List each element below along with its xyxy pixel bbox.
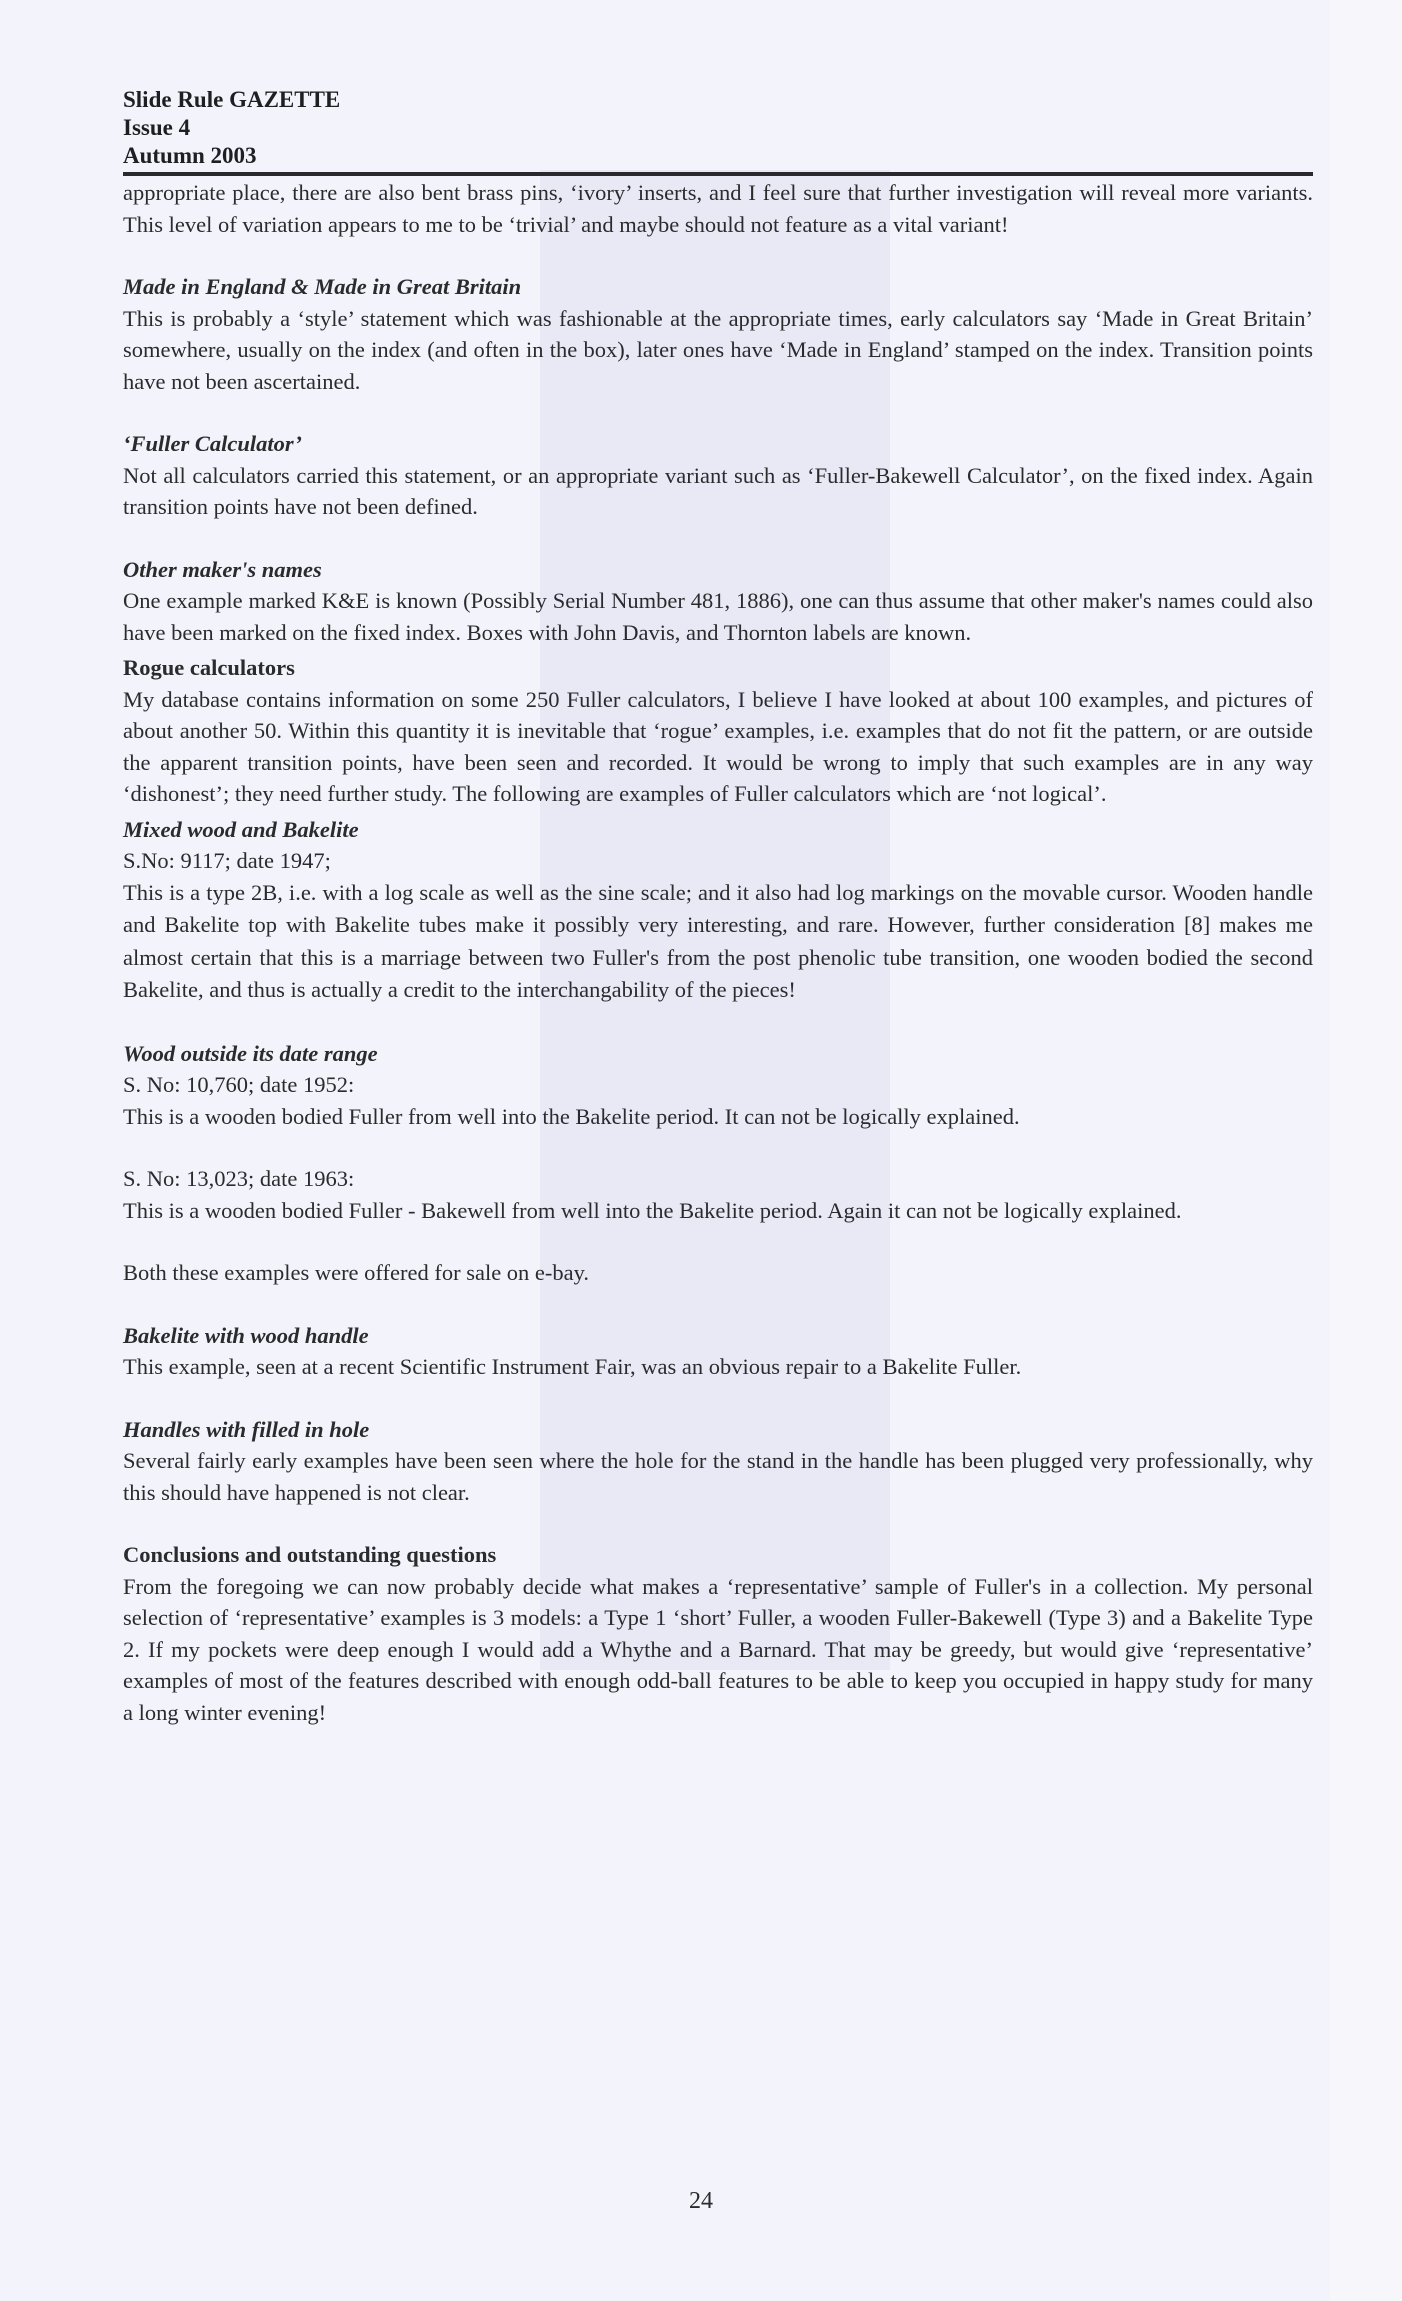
paragraph: appropriate place, there are also bent brass pins, ‘ivory’ inserts, and I feel sure that further investigation will reveal more variants. This level of variation appears to me to be ‘trivial’ and maybe should not feature as a vital variant! [123,180,1313,237]
paragraph: This example, seen at a recent Scientific Instrument Fair, was an obvious repair to a Bakelite Fuller. [123,1354,1022,1379]
section-heading: Bakelite with wood handle [123,1322,369,1348]
section-heading: ‘Fuller Calculator’ [123,431,302,456]
section-handles-filled-hole [123,1414,1313,1509]
section-fuller-calculator [123,428,1313,523]
paragraph: From the foregoing we can now probably decide what makes a ‘representative’ sample of Fuller's in a collection. My personal selection of ‘representative’ examples is 3 models: a Type 1 ‘short’ Fuller, a wooden Fuller-Bakewell (Type 3) and a Bakelite Type 2. If my pockets were deep enough I would add a Whythe and a Barnard. That may be greedy, but would give ‘representative’ examples of most of the features described with enough odd-ball features to be able to keep you occupied in happy study for many a long winter evening! [123,1573,1313,1725]
section-heading: Other maker's names [123,556,322,582]
serial-line: S. No: 10,760; date 1952: [123,1072,355,1097]
section-heading: Mixed wood and Bakelite [123,816,359,842]
issue-number: Issue 4 [123,115,191,140]
section-heading: Handles with filled in hole [123,1416,370,1442]
paragraph: This is probably a ‘style’ statement which was fashionable at the appropriate times, early calculators say ‘Made in Great Britain’ somewhere, usually on the index (and often in the box), later ones have ‘Made in England’ stamped on the index. Transition points have not been ascertained. [123,305,1313,394]
section-wood-outside-date [123,1038,1313,1133]
paragraph: Several fairly early examples have been seen where the hole for the stand in the handle has been plugged very professionally, why this should have happened is not clear. [123,1448,1313,1505]
section-heading: Rogue calculators [123,655,295,680]
section-made-in-england [123,271,1313,397]
serial-line: S. No: 13,023; date 1963: [123,1166,355,1191]
paragraph: This is a wooden bodied Fuller - Bakewell from well into the Bakelite period. Again it can not be logically explained. [123,1197,1182,1223]
scan-edge-shade [1330,0,1402,2301]
paragraph: This is a type 2B, i.e. with a log scale as well as the sine scale; and it also had log markings on the movable cursor. Wooden handle and Bakelite top with Bakelite tubes make it possibly very interesting, and rare. However, further consideration [8] makes me almost certain that this is a marriage between two Fuller's from the post phenolic tube transition, one wooden bodied the second Bakelite, and thus is actually a credit to the interchangability of the pieces! [123,879,1313,1002]
section-other-makers [123,554,1313,649]
section-ebay-note [123,1257,1313,1289]
section-heading: Made in England & Made in Great Britain [123,274,522,299]
serial-line: S.No: 9117; date 1947; [123,848,331,873]
publication-title: Slide Rule GAZETTE [123,87,341,112]
page-number: 24 [689,2188,713,2214]
paragraph: This is a wooden bodied Fuller from well into the Bakelite period. It can not be logically explained. [123,1103,1020,1129]
issue-season: Autumn 2003 [123,143,257,168]
section-rogue-calculators [123,652,1313,810]
header-rule [123,172,1313,176]
section-heading: Wood outside its date range [123,1040,378,1066]
running-header [123,86,1313,170]
document-page [123,86,1313,1728]
paragraph: Not all calculators carried this statement, or an appropriate variant such as ‘Fuller-Bakewell Calculator’, on the fixed index. Again transition points have not been defined. [123,462,1313,519]
section-wood-example-2 [123,1163,1313,1226]
section-conclusions [123,1539,1313,1728]
intro-paragraph [123,177,1313,240]
paragraph: My database contains information on some 250 Fuller calculators, I believe I have looked at about 100 examples, and pictures of about another 50. Within this quantity it is inevitable that ‘rogue’ examples, i.e. examples that do not fit the pattern, or are outside the apparent transition points, have been seen and recorded. It would be wrong to imply that such examples are in any way ‘dishonest’; they need further study. The following are examples of Fuller calculators which are ‘not logical’. [123,686,1313,806]
section-bakelite-wood-handle [123,1320,1313,1383]
paragraph: Both these examples were offered for sale on e-bay. [123,1260,590,1285]
section-mixed-wood-bakelite [123,814,1313,1007]
paragraph: One example marked K&E is known (Possibly Serial Number 481, 1886), one can thus assume that other maker's names could also have been marked on the fixed index. Boxes with John Davis, and Thornton labels are known. [123,588,1313,645]
section-heading: Conclusions and outstanding questions [123,1542,497,1567]
